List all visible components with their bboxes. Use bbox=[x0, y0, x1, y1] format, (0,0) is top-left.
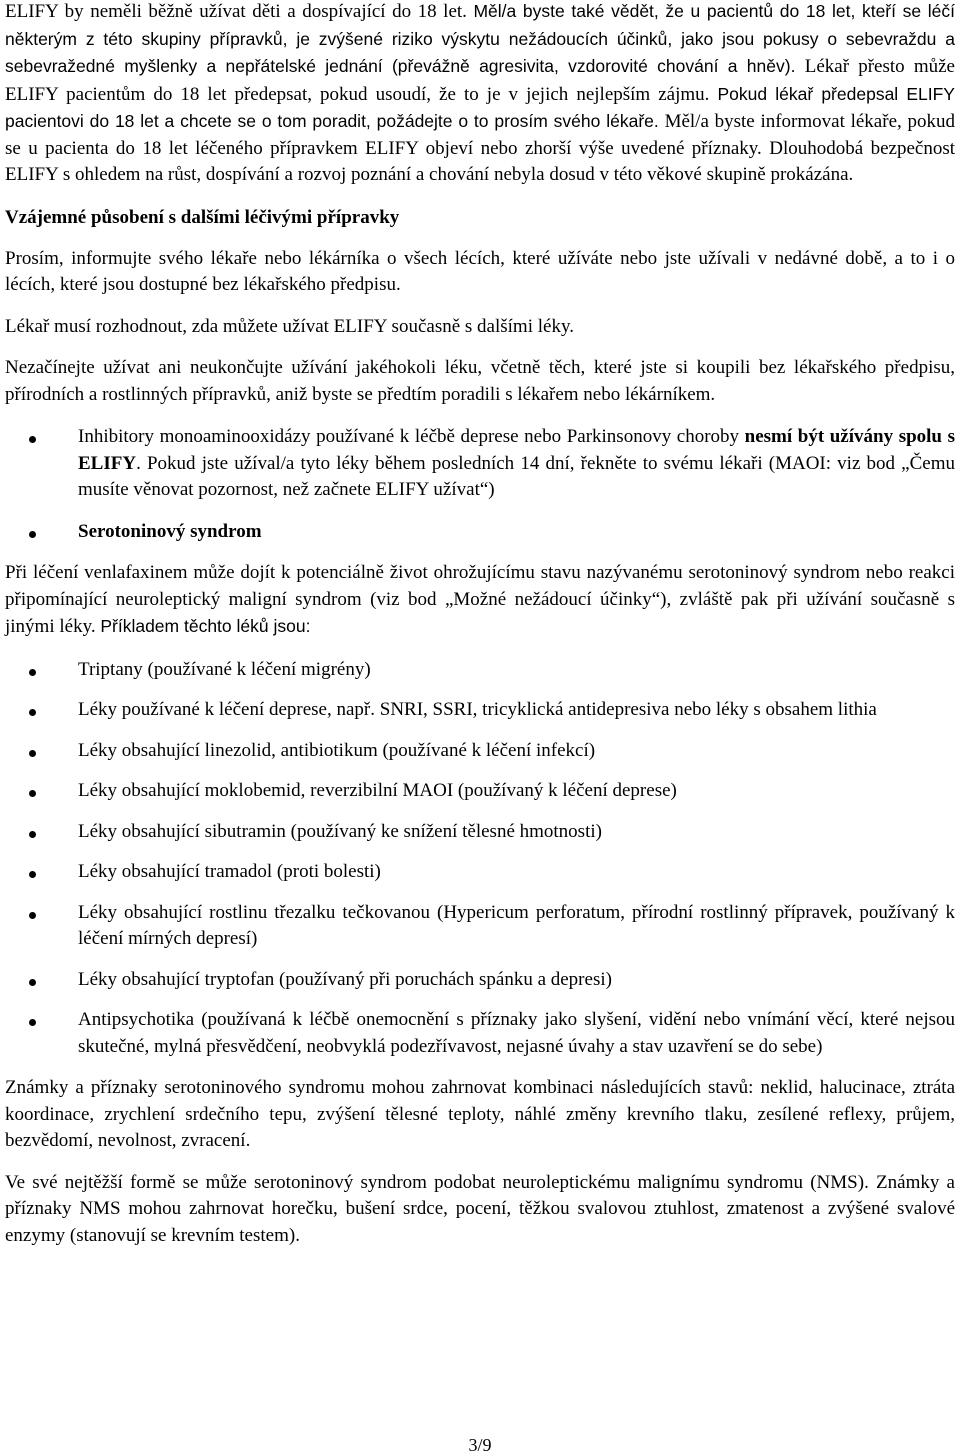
bullet-icon bbox=[29, 669, 36, 676]
bullet-icon bbox=[29, 912, 36, 919]
list-item-text: Léky obsahující tramadol (proti bolesti) bbox=[78, 861, 381, 882]
bullet-icon bbox=[29, 979, 36, 986]
paragraph-inform-doctor: Prosím, informujte svého lékaře nebo lékárníka o všech lécích, které užíváte nebo jste užívali v nedávné době, a to i o lécích, které jsou dostupné bez lékařského předpisu. bbox=[5, 247, 955, 295]
list-item bbox=[5, 1007, 955, 1060]
list-item bbox=[5, 859, 955, 886]
list-item bbox=[5, 900, 955, 953]
list-item bbox=[5, 738, 955, 765]
drug-list bbox=[5, 657, 955, 1061]
list-item-text: Léky obsahující moklobemid, reverzibilní MAOI (používaný k léčení deprese) bbox=[78, 780, 677, 801]
text-run: Dlouhodobá bezpečnost ELIFY s ohledem na růst, dospívání a rozvoj poznání a chování nebyla dosud v této věkové skupině prokázána. bbox=[5, 137, 956, 185]
text-run: Příkladem těchto léků jsou: bbox=[100, 616, 311, 636]
bullet-icon bbox=[29, 436, 36, 443]
text-run: Měl/a byste také vědět, že u pacientů do 18 let, kteří se léčí některým z této skupiny přípravků, je zvýšené riziko výskytu nežádoucích účinků, jako jsou pokusy o sebevraždu a sebevražedné myšlenky a nepřátelské jednání (převážně agresivita, vzdorovité chování a hněv). bbox=[5, 1, 955, 76]
list-item bbox=[5, 657, 955, 684]
list-item-text: Léky obsahující sibutramin (používaný ke snížení tělesné hmotnosti) bbox=[78, 820, 602, 842]
bullet-icon bbox=[29, 831, 36, 838]
list-item-text: Antipsychotika (používaná k léčbě onemocnění s příznaky jako slyšení, vidění nebo vnímání věcí, které nejsou skutečné, mylná přesvědčení, neobvyklá podezřívavost, nejasné úvahy a stav uzavření se do sebe) bbox=[78, 1009, 955, 1057]
bullet-icon bbox=[29, 709, 36, 716]
list-item-text: Léky používané k léčení deprese, např. SNRI, SSRI, tricyklická antidepresiva nebo léky s obsahem lithia bbox=[78, 699, 877, 720]
list-item bbox=[5, 697, 955, 724]
bullet-icon bbox=[29, 871, 36, 878]
maoi-list bbox=[5, 424, 955, 545]
list-item bbox=[5, 819, 955, 846]
text-run: Pokud jste užíval/a tyto léky během posledních 14 dní, řekněte to svému lékaři (MAOI: viz bod „Čemu musíte věnovat pozornost, než začnete ELIFY užívat“) bbox=[78, 452, 955, 500]
list-item bbox=[5, 778, 955, 805]
section-heading: Vzájemné působení s dalšími léčivými přípravky bbox=[5, 206, 400, 228]
text-run: Pokud lékař předepsal ELIFY pacientovi do 18 let a chcete se o tom poradit, požádejte o to prosím svého lékaře. bbox=[5, 83, 955, 131]
bullet-icon bbox=[29, 790, 36, 797]
text-run: . bbox=[136, 452, 147, 474]
text-run-bold: Serotoninový syndrom bbox=[78, 520, 262, 542]
text-run: Lékař přesto může ELIFY pacientům do 18 let předepsat, pokud usoudí, že to je v jejich nejlepším zájmu. bbox=[5, 56, 955, 105]
bullet-icon bbox=[29, 750, 36, 757]
bullet-icon bbox=[29, 1019, 36, 1026]
list-item-text: Triptany (používané k léčení migrény) bbox=[78, 658, 371, 680]
paragraph-serotonin bbox=[5, 560, 955, 641]
list-item bbox=[5, 519, 955, 546]
list-item-text: Léky obsahující linezolid, antibiotikum (používané k léčení infekcí) bbox=[78, 739, 596, 761]
text-run: Inhibitory monoaminooxidázy používané k léčbě deprese nebo Parkinsonovy choroby bbox=[78, 426, 745, 447]
text-run: Při léčení venlafaxinem může dojít k potenciálně život ohrožujícímu stavu nazývanému serotoninový syndrom nebo reakci připomínající neuroleptický maligní syndrom (viz bod „Možné nežádoucí účinky“), zvláště pak při užívání současně s jinými léky. bbox=[5, 562, 955, 637]
paragraph-nms: Ve své nejtěžší formě se může serotoninový syndrom podobat neuroleptickému malignímu syndromu (NMS). Známky a příznaky NMS mohou zahrnovat horečku, bušení srdce, pocení, těžkou svalovou ztuhlost, zmatenost a zvýšené svalové enzymy (stanovují se krevním testem). bbox=[5, 1171, 955, 1246]
paragraph-do-not-start: Nezačínejte užívat ani neukončujte užívání jakéhokoli léku, včetně těch, které jste si koupili bez lékařského předpisu, přírodních a rostlinných přípravků, aniž byste se předtím poradili s lékařem nebo lékárníkem. bbox=[5, 357, 955, 405]
paragraph-doctor-decides: Lékař musí rozhodnout, zda můžete užívat ELIFY současně s dalšími léky. bbox=[5, 315, 574, 337]
text-run: Měl/a byste informovat lékaře, pokud se u pacienta do 18 let léčeného přípravkem ELIFY objeví nebo zhorší výše uvedené příznaky. bbox=[5, 111, 955, 159]
list-item-text: Léky obsahující rostlinu třezalku tečkovanou (Hypericum perforatum, přírodní rostlinný přípravek, používaný k léčení mírných depresí) bbox=[78, 901, 955, 949]
list-item bbox=[5, 424, 955, 504]
page-number: 3/9 bbox=[468, 1435, 492, 1455]
list-item bbox=[5, 967, 955, 994]
paragraph-children-warning bbox=[5, 0, 955, 189]
bullet-icon bbox=[29, 531, 36, 538]
text-run-bold: nesmí být užívány spolu s ELIFY bbox=[78, 426, 955, 474]
text-run: ELIFY by neměli běžně užívat děti a dospívající do 18 let. bbox=[5, 1, 474, 22]
paragraph-symptoms: Známky a příznaky serotoninového syndromu mohou zahrnovat kombinaci následujících stavů: neklid, halucinace, ztráta koordinace, zrychlení srdečního tepu, zvýšení tělesné teploty, náhlé změny krevního tlaku, zesílené reflexy, průjem, bezvědomí, nevolnost, zvracení. bbox=[5, 1077, 955, 1151]
document-content bbox=[5, 0, 955, 1249]
list-item-text: Léky obsahující tryptofan (používaný při poruchách spánku a depresi) bbox=[78, 968, 612, 990]
